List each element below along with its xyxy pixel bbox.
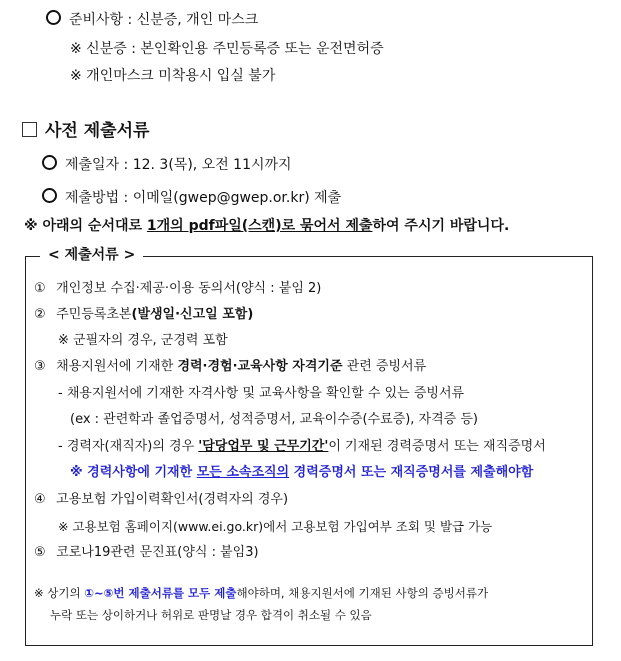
box-footer-line1: ※ 상기의 ①~⑤번 제출서류를 모두 제출해야하며, 채용지원서에 기재된 사항의 증빙서류가 [34, 586, 489, 600]
submit-instruction: ※ 아래의 순서대로 1개의 pdf파일(스캔)로 묶어서 제출하여 주시기 바랍니다. [24, 218, 510, 234]
doc-item-4: ④ 고용보험 가입이력확인서(경력자의 경우) [34, 492, 289, 507]
circle-bullet-icon [42, 188, 57, 203]
documents-box-title: < 제출서류 > [40, 245, 143, 265]
prep-note-mask: ※ 개인마스크 미착용시 입실 불가 [70, 68, 276, 84]
doc-item-3-sub1b: (ex : 관련학과 졸업증명서, 성적증명서, 교육이수증(수료증), 자격증 등) [70, 412, 478, 427]
doc-item-4-note: ※ 고용보험 홈페이지(www.ei.go.kr)에서 고용보험 가입여부 조회 및 발급 가능 [58, 519, 493, 534]
doc-item-3-warning: ※ 경력사항에 기재한 모든 소속조직의 경력증명서 또는 재직증명서를 제출해야함 [70, 465, 534, 480]
prep-note-id: ※ 신분증 : 본인확인용 주민등록증 또는 운전면허증 [70, 41, 384, 57]
prep-title: 준비사항 : 신분증, 개인 마스크 [46, 10, 258, 29]
doc-item-2-note: ※ 군필자의 경우, 군경력 포함 [58, 333, 228, 348]
doc-item-1: ① 개인정보 수집·제공·이용 동의서(양식 : 붙임 2) [34, 281, 322, 296]
doc-item-3-sub2: - 경력자(재직자)의 경우 '담당업무 및 근무기간'이 기재된 경력증명서 또는 재직증명서 [58, 439, 546, 454]
circle-bullet-icon [46, 10, 61, 25]
submit-date: 제출일자 : 12. 3(목), 오전 11시까지 [42, 155, 292, 174]
submit-method: 제출방법 : 이메일(gwep@gwep.or.kr) 제출 [42, 188, 341, 207]
box-footer-line2: 누락 또는 상이하거나 허위로 판명날 경우 합격이 취소될 수 있음 [50, 608, 372, 622]
doc-item-3-sub1: - 채용지원서에 기재한 자격사항 및 교육사항을 확인할 수 있는 증빙서류 [58, 386, 465, 401]
square-bullet-icon [22, 122, 37, 137]
circle-bullet-icon [42, 155, 57, 170]
doc-item-3: ③ 채용지원서에 기재한 경력·경험·교육사항 자격기준 관련 증빙서류 [34, 359, 427, 374]
doc-item-5: ⑤ 코로나19관련 문진표(양식 : 붙임3) [34, 545, 259, 560]
section-heading: 사전 제출서류 [22, 120, 149, 142]
doc-item-2: ② 주민등록초본(발생일·신고일 포함) [34, 307, 254, 322]
